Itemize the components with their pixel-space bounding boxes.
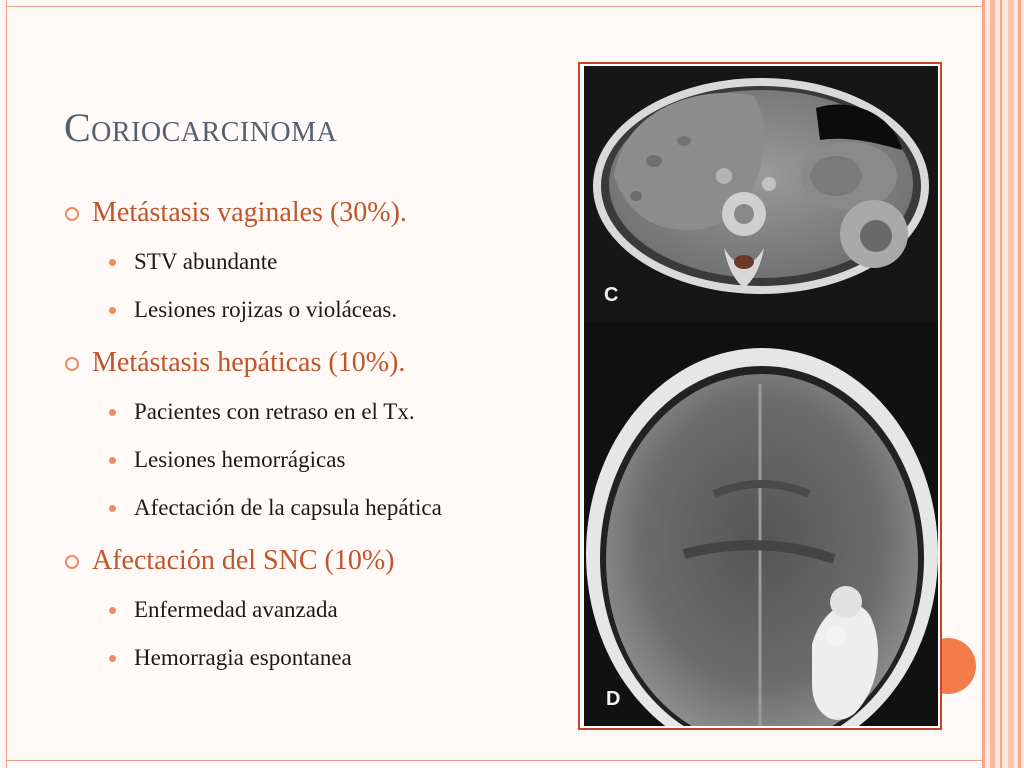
list-item <box>64 634 564 682</box>
filled-dot-icon <box>109 655 116 662</box>
section-heading <box>64 542 564 580</box>
stripe <box>1000 0 1002 768</box>
frame-line-left <box>6 0 7 768</box>
section-heading-text: Metástasis vaginales (30%). <box>92 197 407 228</box>
stripe <box>1018 0 1021 768</box>
hollow-circle-icon <box>65 207 79 221</box>
list-item-text: Afectación de la capsula hepática <box>134 495 442 520</box>
section-heading-text: Afectación del SNC (10%) <box>92 545 395 576</box>
hollow-circle-icon <box>65 555 79 569</box>
list-item-text: STV abundante <box>134 249 278 274</box>
panel-label-c: C <box>604 284 619 306</box>
section-heading-text: Metástasis hepáticas (10%). <box>92 347 406 378</box>
list-item <box>64 388 564 436</box>
section-heading <box>64 194 564 232</box>
frame-line-top <box>6 6 982 7</box>
list-item-text: Lesiones hemorrágicas <box>134 447 346 472</box>
filled-dot-icon <box>109 505 116 512</box>
list-item-text: Hemorragia espontanea <box>134 645 352 670</box>
list-item <box>64 586 564 634</box>
panel-label-d: D <box>606 688 621 710</box>
stripe <box>990 0 995 768</box>
brain-ct-image <box>584 344 938 726</box>
list-item-text: Pacientes con retraso en el Tx. <box>134 399 415 424</box>
stripe <box>982 0 985 768</box>
filled-dot-icon <box>109 607 116 614</box>
filled-dot-icon <box>109 457 116 464</box>
filled-dot-icon <box>109 409 116 416</box>
list-item <box>64 286 564 334</box>
list-item <box>64 484 564 532</box>
filled-dot-icon <box>109 259 116 266</box>
slide-title: Coriocarcinoma <box>64 105 338 150</box>
decorative-stripes <box>982 0 1024 768</box>
bullet-list <box>64 194 564 682</box>
list-item <box>64 238 564 286</box>
filled-dot-icon <box>109 307 116 314</box>
ct-scan-figure <box>578 62 942 730</box>
list-item-text: Enfermedad avanzada <box>134 597 338 622</box>
section-heading <box>64 344 564 382</box>
hollow-circle-icon <box>65 357 79 371</box>
abdominal-ct-image <box>584 66 938 384</box>
list-item-text: Lesiones rojizas o violáceas. <box>134 297 398 322</box>
stripe <box>1008 0 1014 768</box>
frame-line-bottom <box>6 760 982 761</box>
list-item <box>64 436 564 484</box>
